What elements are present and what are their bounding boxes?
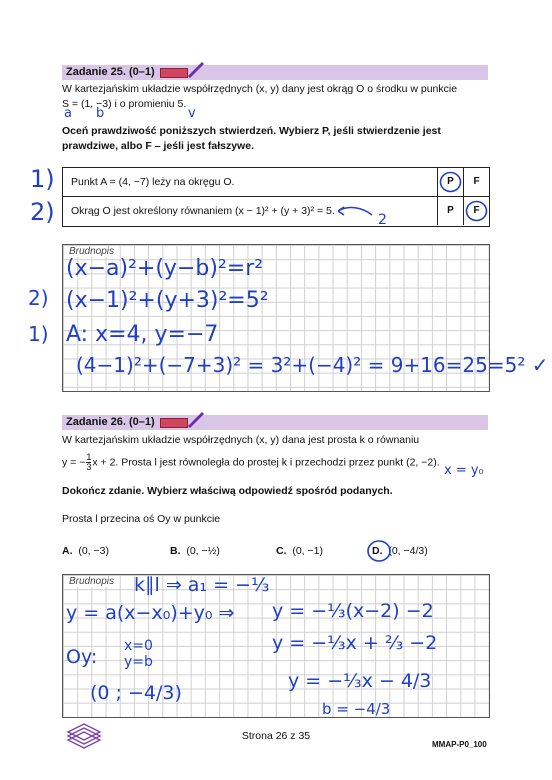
hand-arrow-number: 2 bbox=[378, 212, 387, 228]
option-value: (0, −4/3) bbox=[388, 545, 428, 557]
hand-label-1: 1) bbox=[28, 322, 49, 346]
task26-line1: W kartezjańskim układzie współrzędnych (x, y) dana jest prosta k o równaniu bbox=[62, 434, 420, 446]
task25-instruction-2: prawdziwe, albo F – jeśli jest fałszywe. bbox=[62, 140, 254, 152]
page-number: Strona 26 z 35 bbox=[241, 730, 311, 742]
hand-arrow-icon bbox=[336, 203, 376, 227]
task26-instruction: Dokończ zdanie. Wybierz właściwą odpowiedź spośród podanych. bbox=[62, 485, 393, 497]
hand-x0: x=0 bbox=[124, 638, 153, 654]
statement-1-p-option[interactable] bbox=[437, 168, 463, 196]
task26-prompt: Prosta l przecina oś Oy w punkcie bbox=[62, 513, 221, 525]
hand-num-1: 1) bbox=[30, 165, 55, 193]
option-value: (0, −3) bbox=[78, 545, 109, 557]
fraction-denominator: 3 bbox=[86, 462, 92, 472]
option-b[interactable] bbox=[170, 544, 220, 558]
task25-instruction-1: Oceń prawdziwość poniższych stwierdzeń. Wybierz P, jeśli stwierdzenie jest bbox=[62, 125, 441, 137]
option-letter: C. bbox=[276, 545, 287, 557]
statement-row-2 bbox=[63, 197, 489, 225]
fraction-numerator: 1 bbox=[86, 452, 92, 462]
option-letter: B. bbox=[170, 545, 181, 557]
statement-2-f-option[interactable] bbox=[463, 197, 489, 225]
fraction bbox=[86, 453, 91, 472]
hand-yb: y=b bbox=[124, 654, 153, 670]
statement-1-f-option[interactable] bbox=[463, 168, 489, 196]
hand-point-a: A: x=4, y=−7 bbox=[66, 322, 219, 347]
hand-calculation: (4−1)²+(−7+3)² = 3²+(−4)² = 9+16=25=5² ✓ bbox=[76, 353, 549, 377]
hand-circle-icon bbox=[366, 539, 392, 563]
option-value: (0, −½) bbox=[186, 545, 220, 557]
hand-general-equation: (x−a)²+(y−b)²=r² bbox=[66, 256, 264, 281]
hand-point: (0 ; −4/3) bbox=[90, 682, 182, 704]
hand-step-2: y = −⅓x + ⅔ −2 bbox=[272, 632, 438, 654]
pen-icon bbox=[186, 410, 206, 428]
hand-circle-icon bbox=[465, 200, 488, 222]
statement-1-text: Punkt A = (4, −7) leży na okręgu O. bbox=[71, 176, 235, 188]
exam-code: MMAP-P0_100 bbox=[432, 740, 487, 749]
statement-row-1 bbox=[63, 168, 489, 197]
option-letter: A. bbox=[62, 545, 73, 557]
task25-line1: W kartezjańskim układzie współrzędnych (x, y) dany jest okrąg O o środku w punkcie bbox=[62, 83, 458, 95]
hand-circle-icon bbox=[439, 171, 462, 193]
option-c[interactable] bbox=[276, 544, 323, 558]
pen-icon bbox=[186, 60, 206, 78]
statement-2-text: Okrąg O jest określony równaniem (x − 1)² + (y + 3)² = 5. bbox=[71, 205, 335, 217]
points-badge-icon bbox=[160, 418, 188, 428]
hand-v: v bbox=[188, 106, 196, 121]
hand-equation-2: (x−1)²+(y+3)²=5² bbox=[66, 288, 269, 313]
task25-title: Zadanie 25. (0–1) bbox=[66, 66, 155, 78]
hand-b: b bbox=[96, 106, 105, 121]
hand-formula: y = a(x−x₀)+y₀ ⇒ bbox=[66, 602, 235, 624]
statements-table bbox=[62, 167, 490, 227]
hand-parallel: k∥l ⇒ a₁ = −⅓ bbox=[134, 574, 270, 596]
hand-oy: Oy: bbox=[66, 646, 98, 668]
hand-step-3: y = −⅓x − 4/3 bbox=[288, 670, 432, 692]
eq-prefix: y = − bbox=[62, 456, 86, 469]
hand-a: a bbox=[64, 106, 72, 121]
p-label: P bbox=[447, 205, 454, 216]
f-label: F bbox=[473, 205, 480, 216]
task25-line2: S = (1, −3) i o promieniu 5. bbox=[62, 98, 187, 110]
hand-num-2: 2) bbox=[30, 198, 55, 226]
f-label: F bbox=[473, 176, 480, 187]
scratch-label: Brudnopis bbox=[69, 246, 115, 257]
points-badge-icon bbox=[160, 68, 188, 78]
hand-step-1: y = −⅓(x−2) −2 bbox=[272, 600, 434, 622]
task26-title: Zadanie 26. (0–1) bbox=[66, 416, 155, 428]
statement-2-p-option[interactable] bbox=[437, 197, 463, 225]
option-letter: D. bbox=[372, 545, 383, 557]
task26-line2 bbox=[62, 453, 440, 472]
eq-suffix: x + 2. Prosta l jest równoległa do prostej k i przechodzi przez punkt (2, −2). bbox=[92, 456, 440, 469]
hand-label-2: 2) bbox=[28, 286, 49, 310]
scratch-label: Brudnopis bbox=[69, 576, 115, 587]
option-value: (0, −1) bbox=[292, 545, 323, 557]
hand-x-y0: x = y₀ bbox=[444, 463, 484, 478]
option-a[interactable] bbox=[62, 544, 109, 558]
hand-b-value: b = −4/3 bbox=[322, 700, 391, 718]
p-label: P bbox=[447, 176, 454, 187]
